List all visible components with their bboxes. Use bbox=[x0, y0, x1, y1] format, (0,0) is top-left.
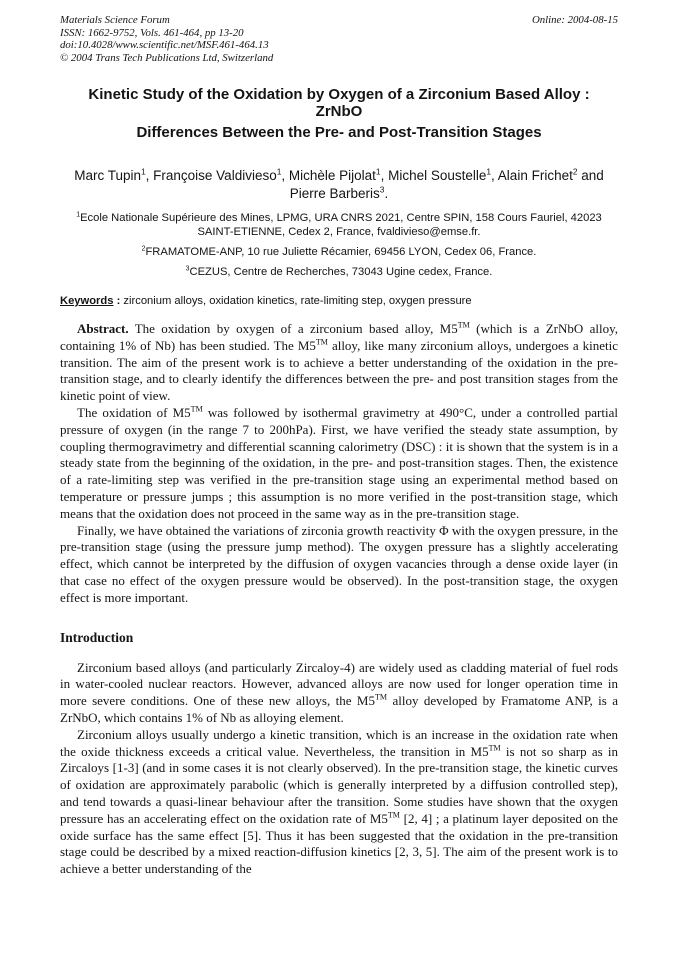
paper-title bbox=[60, 86, 618, 141]
journal-header bbox=[60, 14, 618, 64]
title-line-1: Kinetic Study of the Oxidation by Oxygen of a Zirconium Based Alloy : bbox=[88, 86, 590, 103]
abstract-paragraph-1: Abstract. The oxidation by oxygen of a zirconium based alloy, M5™ (which is a ZrNbO alloy, containing 1% of Nb) has been studied. The M5™ alloy, like many zirconium alloys, undergoes a kinetic transition. The aim of the present work is to achieve a better understanding of the oxidation in the pre-transition stage, and to clearly identify the differences between the pre- and post transition stages from the kinetic point of view. bbox=[60, 320, 618, 404]
copyright-line: © 2004 Trans Tech Publications Ltd, Switzerland bbox=[60, 51, 274, 64]
issn-line: ISSN: 1662-9752, Vols. 461-464, pp 13-20 bbox=[60, 26, 244, 39]
introduction-section bbox=[60, 660, 618, 878]
introduction-paragraph-2: Zirconium alloys usually undergo a kinetic transition, which is an increase in the oxidation rate when the oxide thickness exceeds a critical value. Nevertheless, the transition in M5™ is not so sharp as in Zircaloys [1-3] (and in some cases it is not clearly observed). In the pre-transition stage, the kinetic curves of oxidation are approximately parabolic (which is generally interpreted by a diffusion controlled step), and tend towards a quasi-linear behaviour after the transition. Some studies have shown that the oxygen pressure has an accelerating effect on the oxidation rate of M5™ [2, 4] ; a platinum layer deposited on the oxide surface has the same effect [5]. Thus it has been suggested that the oxidation in the pre-transition stage could be described by a mixed reaction-diffusion kinetics [2, 3, 5]. The aim of the present work is to achieve a better understanding of the bbox=[60, 726, 618, 877]
introduction-paragraph-1: Zirconium based alloys (and particularly Zircaloy-4) are widely used as cladding material of fuel rods in water-cooled nuclear reactors. However, advanced alloys are now used for longer operation time in more severe conditions. One of these new alloys, the M5™ alloy developed by Framatome ANP, is a ZrNbO, which contains 1% of Nb as alloying element. bbox=[60, 659, 618, 725]
affiliation-2: $^2$FRAMATOME-ANP, 10 rue Juliette Récamier, 69456 LYON, Cedex 06, France. bbox=[141, 245, 537, 258]
title-line-2: ZrNbO bbox=[315, 103, 363, 120]
paper-subtitle: Differences Between the Pre- and Post-Transition Stages bbox=[136, 124, 542, 141]
online-date: Online: 2004-08-15 bbox=[531, 14, 618, 26]
affiliation-1: $^1$Ecole Nationale Supérieure des Mines, LPMG, URA CNRS 2021, Centre SPIN, 158 Cours Fauriel, 42023 SAINT-ETIENNE, Cedex 2, France, fvaldivieso@emse.fr. bbox=[76, 211, 602, 238]
journal-info bbox=[60, 14, 273, 64]
author-list: Marc Tupin$^1$, Françoise Valdivieso$^1$, Michèle Pijolat$^1$, Michel Soustelle$^1$, Alain Frichet$^2$ and Pierre Barberis$^3$. bbox=[74, 166, 604, 201]
journal-name: Materials Science Forum bbox=[60, 14, 170, 26]
affiliation-list bbox=[60, 211, 618, 279]
abstract-paragraph-3: Finally, we have obtained the variations of zirconia growth reactivity Φ with the oxygen pressure, in the pre-transition stage (using the pressure jump method). The oxygen pressure has a slightly accelerating effect, which cannot be interpreted by the diffusion of oxygen vacancies through a dense oxide layer (in that case no effect of the oxygen pressure would be observed). In the post-transition stage, the oxygen effect is more important. bbox=[60, 522, 618, 605]
doi-line: doi:10.4028/www.scientific.net/MSF.461-464.13 bbox=[60, 39, 269, 51]
section-heading-introduction: Introduction bbox=[60, 629, 134, 645]
affiliation-3: $^3$CEZUS, Centre de Recherches, 73043 Ugine cedex, France. bbox=[185, 265, 493, 278]
abstract-paragraph-2: The oxidation of M5™ was followed by isothermal gravimetry at 490°C, under a controlled partial pressure of oxygen (in the range 7 to 200hPa). First, we have verified the steady state assumption, by coupling thermogravimetry and differential scanning calorimetry (DSC) : it is shown that the system is in a steady state from the beginning of the oxidation, in the pre- and post-transition stages. Then, the existence of a rate-limiting step was verified in the pre-transition stage using an experimental method based on temperature or pressure jumps ; this assumption is no more verified in the post-transition stage, which means that the oxidation does not proceed in the same way as in the pre-transition stage. bbox=[60, 404, 618, 521]
keywords-line: Keywords : zirconium alloys, oxidation kinetics, rate-limiting step, oxygen pressure bbox=[60, 295, 472, 307]
abstract-section bbox=[60, 321, 618, 607]
